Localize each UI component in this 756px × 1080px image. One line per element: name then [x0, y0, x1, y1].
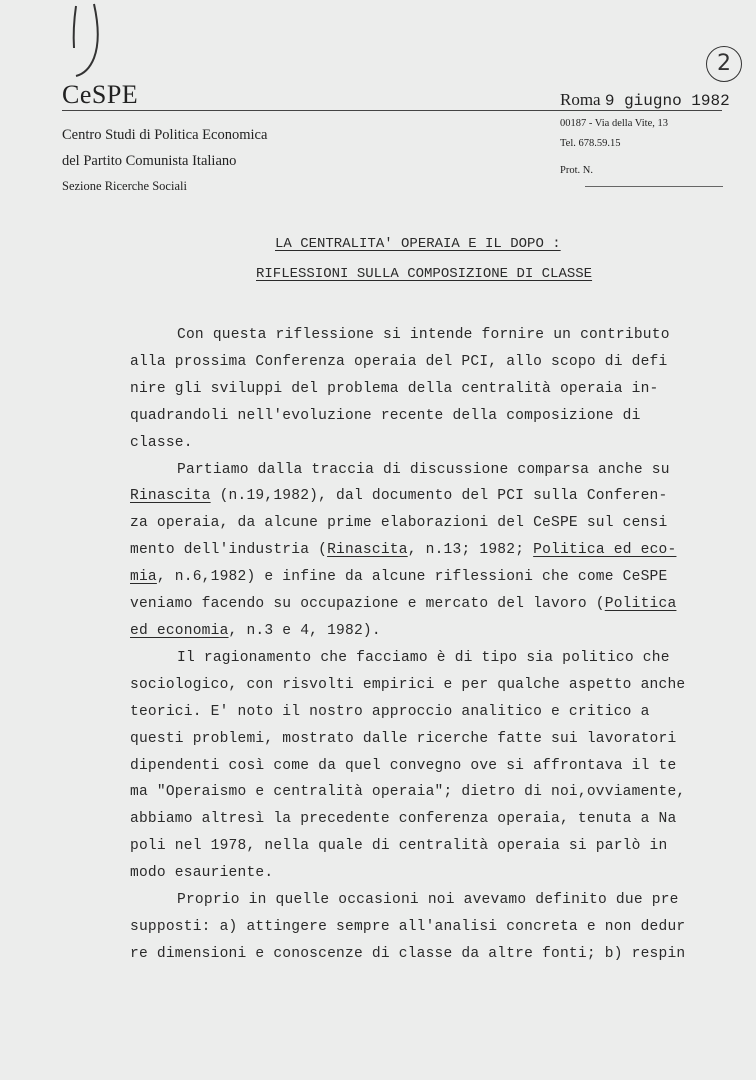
body-fragment: , n.13; 1982; [407, 542, 534, 559]
body-line: supposti: a) attingere sempre all'analisi concreta e non dedur [130, 918, 686, 935]
header-rule [62, 110, 722, 111]
body-line: nire gli sviluppi del problema della centralità operaia in- [130, 380, 659, 397]
body-line: dipendenti così come da quel convegno ove si affrontava il te [130, 757, 677, 774]
org-line-1: Centro Studi di Politica Economica [62, 127, 268, 143]
body-fragment: (n.19,1982), dal documento del PCI sulla Conferen- [210, 488, 668, 505]
handwritten-mark [68, 2, 118, 82]
body-fragment: , n.3 e 4, 1982). [228, 622, 381, 639]
body-line: re dimensioni e conoscenze di classe da altre fonti; b) respin [130, 945, 686, 962]
body-line: Con questa riflessione si intende fornire un contributo [177, 327, 670, 343]
prot-label: Prot. N. [560, 165, 593, 176]
citation-politica: ed economia [130, 622, 229, 639]
body-line: quadrandoli nell'evoluzione recente della composizione di [130, 407, 641, 424]
body-line: sociologico, con risvolti empirici e per qualche aspetto anche [130, 676, 686, 693]
address: 00187 - Via della Vite, 13 [560, 118, 668, 129]
org-name: CeSPE [62, 80, 139, 109]
body-line [130, 537, 710, 564]
citation-politica: Politica [604, 596, 677, 613]
body-fragment: , n.6,1982) e infine da alcune riflessioni che come CeSPE [156, 569, 668, 586]
body-line: alla prossima Conferenza operaia del PCI, allo scopo di defi [130, 353, 668, 370]
title-line-2: RIFLESSIONI SULLA COMPOSIZIONE DI CLASSE [256, 266, 593, 282]
body-line: poli nel 1978, nella quale di centralità operaia si parlò in [130, 838, 668, 855]
body-line: za operaia, da alcune prime elaborazioni del CeSPE sul censi [130, 515, 668, 532]
phone: Tel. 678.59.15 [560, 138, 621, 149]
citation-politica: mia [130, 569, 157, 586]
body-line: abbiamo altresì la precedente conferenza operaia, tenuta a Na [130, 811, 677, 828]
page-number: 2 [706, 46, 742, 82]
citation-rinascita: Rinascita [130, 488, 211, 505]
body-line: questi problemi, mostrato dalle ricerche fatte sui lavoratori [130, 730, 677, 747]
body-line: Partiamo dalla traccia di discussione comparsa anche su [177, 461, 670, 478]
body-line [130, 591, 710, 618]
body-line: teorici. E' noto il nostro approccio analitico e critico a [130, 703, 650, 720]
prot-rule [585, 186, 723, 187]
body-text [130, 322, 710, 968]
body-line: ma "Operaismo e centralità operaia"; dietro di noi,ovviamente, [130, 784, 686, 801]
body-line [130, 564, 710, 591]
body-line: Proprio in quelle occasioni noi avevamo definito due pre [177, 892, 679, 909]
city: Roma [560, 90, 601, 109]
body-fragment: mento dell'industria ( [130, 542, 328, 559]
org-line-3: Sezione Ricerche Sociali [62, 179, 187, 193]
citation-politica: Politica ed eco- [533, 542, 677, 559]
title-line-1: LA CENTRALITA' OPERAIA E IL DOPO : [275, 236, 561, 252]
body-line [130, 618, 710, 645]
body-line: Il ragionamento che facciamo è di tipo sia politico che [177, 649, 670, 666]
body-line: modo esauriente. [130, 865, 274, 882]
body-line [130, 483, 710, 510]
city-date [560, 90, 730, 110]
citation-rinascita: Rinascita [327, 542, 408, 559]
org-line-2: del Partito Comunista Italiano [62, 153, 237, 169]
body-line: classe. [130, 434, 193, 451]
body-fragment: veniamo facendo su occupazione e mercato del lavoro ( [130, 596, 605, 613]
date: 9 giugno 1982 [604, 92, 730, 110]
